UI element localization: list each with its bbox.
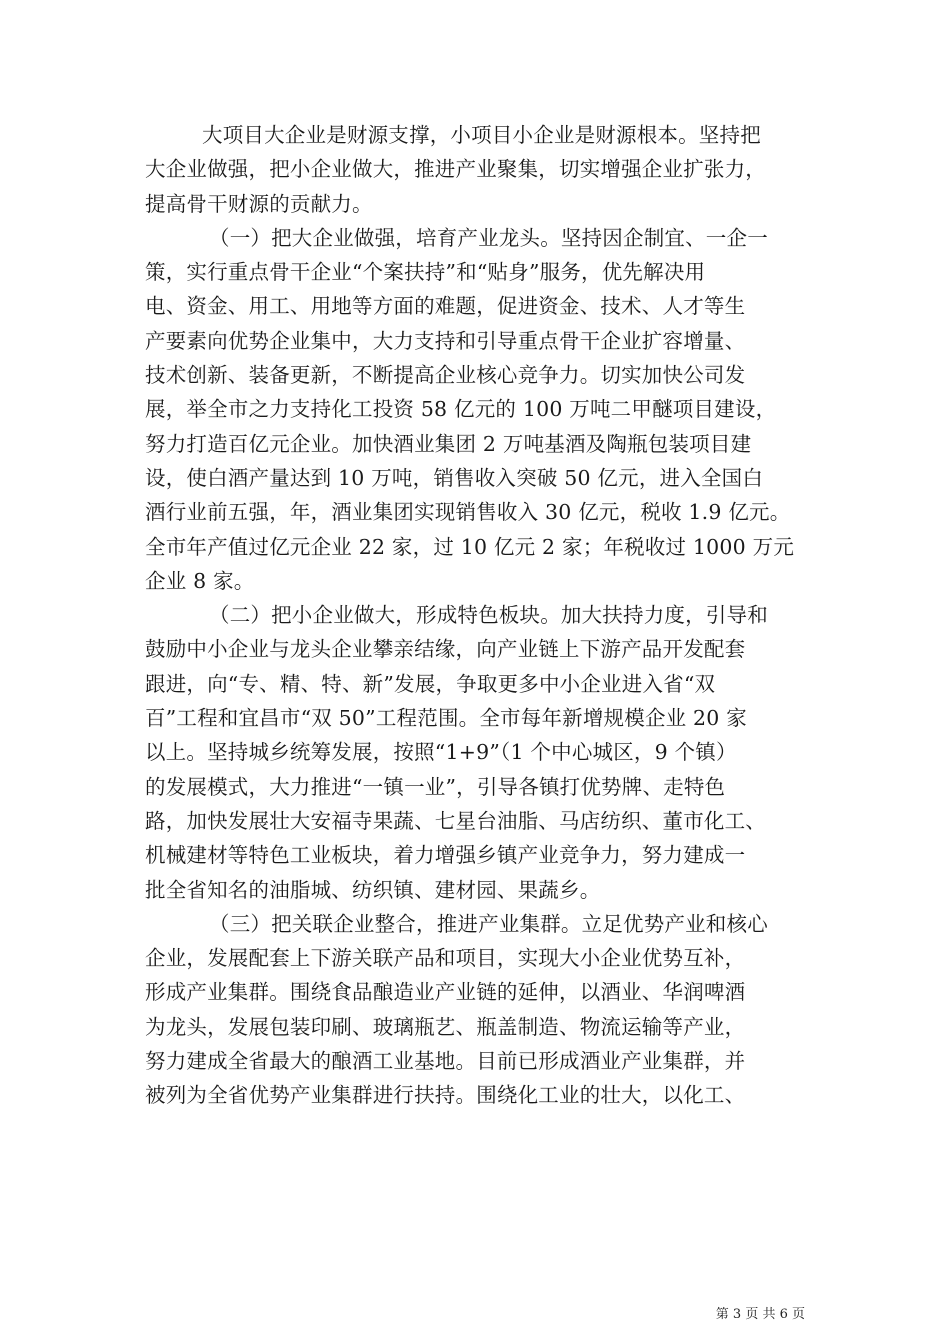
text-line: 批全省知名的油脂城、纺织镇、建材园、果蔬乡。 [145,877,601,902]
text-line: （二）把小企业做大，形成特色板块。加大扶持力度，引导和 [209,603,768,628]
text-line: 鼓励中小企业与龙头企业攀亲结缘，向产业链上下游产品开发配套 [145,637,746,662]
text-line: 全市年产值过亿元企业 22 家，过 10 亿元 2 家；年税收过 1000 万元 [145,534,795,559]
text-line: 产要素向优势企业集中，大力支持和引导重点骨干企业扩容增量、 [145,328,746,353]
text-line: 百”工程和宜昌市“双 50”工程范围。全市每年新增规模企业 20 家 [145,706,747,731]
text-line: 努力打造百亿元企业。加快酒业集团 2 万吨基酒及陶瓶包装项目建 [145,431,752,456]
text-line: 提高骨干财源的贡献力。 [145,191,373,216]
text-line: （一）把大企业做强，培育产业龙头。坚持因企制宜、一企一 [209,225,768,250]
text-line: 机械建材等特色工业板块，着力增强乡镇产业竞争力，努力建成一 [145,843,746,868]
text-line: 以上。坚持城乡统筹发展，按照“1+9”（1 个中心城区，9 个镇） [145,740,737,765]
text-line: 企业，发展配套上下游关联产品和项目，实现大小企业优势互补， [145,946,746,971]
text-line: 策，实行重点骨干企业“个案扶持”和“贴身”服务，优先解决用 [145,260,706,285]
text-line: 企业 8 家。 [145,568,255,593]
text-line: 设，使白酒产量达到 10 万吨，销售收入突破 50 亿元，进入全国白 [145,465,764,490]
page-number: 第 3 页 共 6 页 [715,1307,805,1322]
text-line: 被列为全省优势产业集群进行扶持。围绕化工业的壮大，以化工、 [145,1083,746,1108]
text-line: （三）把关联企业整合，推进产业集群。立足优势产业和核心 [209,911,768,936]
text-line: 酒行业前五强，年，酒业集团实现销售收入 30 亿元，税收 1.9 亿元。 [145,500,791,525]
body-text [145,118,810,1113]
text-line: 电、资金、用工、用地等方面的难题，促进资金、技术、人才等生 [145,294,746,319]
text-line: 路，加快发展壮大安福寺果蔬、七星台油脂、马店纺织、董市化工、 [145,808,766,833]
text-line: 的发展模式，大力推进“一镇一业”，引导各镇打优势牌、走特色 [145,774,726,799]
text-line: 跟进，向“专、精、特、新”发展，争取更多中小企业进入省“双 [145,671,716,696]
text-line: 大企业做强，把小企业做大，推进产业聚集，切实增强企业扩张力， [145,157,766,182]
text-line: 努力建成全省最大的酿酒工业基地。目前已形成酒业产业集群，并 [145,1049,746,1074]
text-line: 大项目大企业是财源支撑，小项目小企业是财源根本。坚持把 [202,123,761,147]
text-line: 形成产业集群。围绕食品酿造业产业链的延伸，以酒业、华润啤酒 [145,980,746,1005]
text-line: 为龙头，发展包装印刷、玻璃瓶艺、瓶盖制造、物流运输等产业， [145,1014,746,1039]
text-line: 展，举全市之力支持化工投资 58 亿元的 100 万吨二甲醚项目建设， [145,397,777,422]
text-line: 技术创新、装备更新，不断提高企业核心竞争力。切实加快公司发 [145,363,746,388]
